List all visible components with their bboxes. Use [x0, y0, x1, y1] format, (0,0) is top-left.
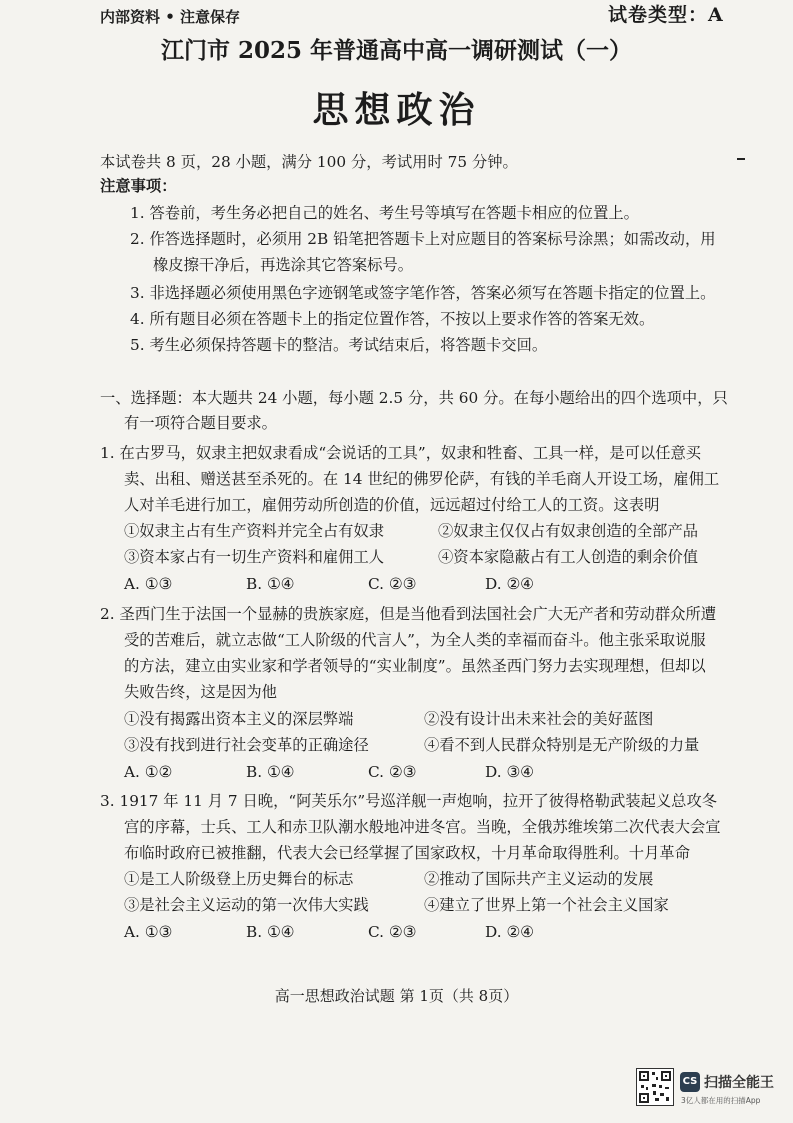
intro-text: 本试卷共 8 页，28 小题，满分 100 分，考试用时 75 分钟。 [100, 153, 518, 171]
scanner-logo-icon: CS [680, 1072, 700, 1092]
exam-type-label: 试卷类型：A [608, 4, 724, 26]
question-3-item-2: ②推动了国际共产主义运动的发展 [424, 870, 654, 888]
question-2-option-c: C. ②③ [368, 763, 417, 781]
question-1-line-3: 人对羊毛进行加工，雇佣劳动所创造的价值，远远超过付给工人的工资。这表明 [124, 496, 660, 514]
subject-title: 思想政治 [312, 90, 481, 131]
scanner-app-name: 扫描全能王 [704, 1075, 774, 1091]
question-2-item-1: ①没有揭露出资本主义的深层弊端 [124, 710, 354, 728]
question-3-option-c: C. ②③ [368, 923, 417, 941]
question-2-item-4: ④看不到人民群众特别是无产阶级的力量 [424, 736, 700, 754]
notice-item-3: 3. 非选择题必须使用黑色字迹钢笔或签字笔作答，答案必须写在答题卡指定的位置上。 [130, 284, 716, 302]
question-3-item-1: ①是工人阶级登上历史舞台的标志 [124, 870, 354, 888]
exam-title: 江门市 2025 年普通高中高一调研测试（一） [160, 37, 633, 64]
page-footer: 高一思想政治试题 第 1页（共 8页） [274, 987, 519, 1005]
question-2-item-3: ③没有找到进行社会变革的正确途径 [124, 736, 369, 754]
question-3-item-3: ③是社会主义运动的第一次伟大实践 [124, 896, 369, 914]
qr-code-icon [636, 1068, 674, 1106]
question-2-line-1: 2. 圣西门生于法国一个显赫的贵族家庭，但是当他看到法国社会广大无产者和劳动群众所遭 [100, 605, 717, 623]
question-2-line-2: 受的苦难后，就立志做“工人阶级的代言人”，为全人类的幸福而奋斗。他主张采取说服 [124, 631, 706, 649]
question-1-option-b: B. ①④ [246, 575, 295, 593]
notice-title: 注意事项： [100, 177, 177, 195]
question-1-line-1: 1. 在古罗马，奴隶主把奴隶看成“会说话的工具”，奴隶和牲畜、工具一样，是可以任意买 [100, 444, 702, 462]
notice-item-2-cont: 橡皮擦干净后，再选涂其它答案标号。 [153, 256, 414, 274]
scanner-tagline: 3亿人都在用的扫描App [681, 1096, 761, 1105]
question-2-option-d: D. ③④ [485, 763, 534, 781]
notice-item-2: 2. 作答选择题时，必须用 2B 铅笔把答题卡上对应题目的答案标号涂黑；如需改动，用 [130, 230, 716, 248]
question-3-item-4: ④建立了世界上第一个社会主义国家 [424, 896, 669, 914]
question-2-option-a: A. ①② [124, 763, 173, 781]
question-1-line-2: 卖、出租、赠送甚至杀死的。在 14 世纪的佛罗伦萨，有钱的羊毛商人开设工场，雇佣工 [124, 470, 720, 488]
question-1-option-a: A. ①③ [124, 575, 173, 593]
question-3-line-1: 3. 1917 年 11 月 7 日晚，“阿芙乐尔”号巡洋舰一声炮响，拉开了彼得格勒武装起义总攻冬 [100, 792, 718, 810]
notice-item-5: 5. 考生必须保持答题卡的整洁。考试结束后，将答题卡交回。 [130, 336, 548, 354]
question-3-option-b: B. ①④ [246, 923, 295, 941]
question-1-item-2: ②奴隶主仅仅占有奴隶创造的全部产品 [438, 522, 699, 540]
question-3-line-2: 宫的序幕，士兵、工人和赤卫队潮水般地冲进冬宫。当晚，全俄苏维埃第二次代表大会宣 [124, 818, 721, 836]
question-1-item-4: ④资本家隐蔽占有工人创造的剩余价值 [438, 548, 699, 566]
question-1-item-1: ①奴隶主占有生产资料并完全占有奴隶 [124, 522, 385, 540]
question-2-item-2: ②没有设计出未来社会的美好蓝图 [424, 710, 654, 728]
question-1-option-c: C. ②③ [368, 575, 417, 593]
question-2-option-b: B. ①④ [246, 763, 295, 781]
question-2-line-4: 失败告终，这是因为他 [124, 683, 277, 701]
scan-mark [737, 158, 745, 160]
question-3-line-3: 布临时政府已被推翻，代表大会已经掌握了国家政权，十月革命取得胜利。十月革命 [124, 844, 690, 862]
notice-item-4: 4. 所有题目必须在答题卡上的指定位置作答，不按以上要求作答的答案无效。 [130, 310, 655, 328]
section-heading: 一、选择题：本大题共 24 小题，每小题 2.5 分，共 60 分。在每小题给出的四个选项中，只 [100, 389, 728, 407]
question-3-option-d: D. ②④ [485, 923, 534, 941]
question-1-item-3: ③资本家占有一切生产资料和雇佣工人 [124, 548, 385, 566]
confidential-label: 内部资料 • 注意保存 [100, 8, 241, 26]
question-2-line-3: 的方法，建立由实业家和学者领导的“实业制度”。虽然圣西门努力去实现理想，但却以 [124, 657, 706, 675]
question-3-option-a: A. ①③ [124, 923, 173, 941]
section-heading-cont: 有一项符合题目要求。 [124, 414, 277, 432]
notice-item-1: 1. 答卷前，考生务必把自己的姓名、考生号等填写在答题卡相应的位置上。 [130, 204, 639, 222]
question-1-option-d: D. ②④ [485, 575, 534, 593]
